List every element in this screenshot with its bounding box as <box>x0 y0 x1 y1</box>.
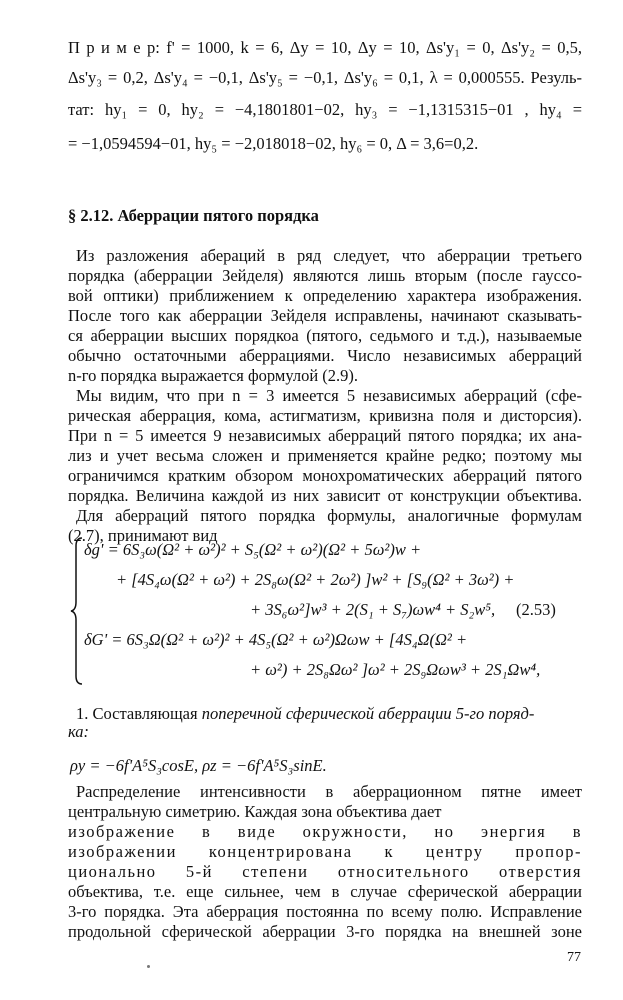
para4-line: 3-го порядка. Эта аберрация постоянна по всему полю. Исправление <box>68 902 582 921</box>
scan-speck <box>147 965 150 968</box>
section-heading: § 2.12. Аберрации пятого порядка <box>68 206 319 225</box>
para1-line: обычно остаточными аберрациями. Число независимых аберраций <box>68 346 582 365</box>
para1-line: порядка (аберрации Зейделя) являются лишь вторым (после гауссо- <box>68 266 582 285</box>
para4-line: продольной сферической аберрации 3-го порядка на внешней зоне <box>68 922 582 941</box>
para4-line: ционально 5-й степени относительного отверстия <box>68 862 582 881</box>
para2-line: рическая аберрация, кома, астигматизм, кривизна поля и дисторсия). <box>68 406 582 425</box>
equation-block <box>70 536 590 688</box>
item1-prefix: 1. Составляющая <box>76 704 202 723</box>
para2-line: При n = 5 имеется 9 независимых аберраций пятого порядка; их ана- <box>68 426 582 445</box>
page-number: 77 <box>567 950 581 965</box>
equation-line: + ω²) + 2S₈Ωω² ]ω² + 2S₉Ωωw³ + 2S₁Ωw⁴, <box>250 660 541 679</box>
equation-line: + 3S₆ω²]w³ + 2(S₁ + S₇)ωw⁴ + S₂w⁵, <box>250 600 496 619</box>
para4-line: изображение в виде окружности, но энергия в <box>68 822 582 841</box>
para1-line: вой оптики) приближением к определению характера изображения. <box>68 286 582 305</box>
item1-italic: поперечной сферической аберрации 5-го поряд- <box>201 704 535 723</box>
para1-line: ся аберрации высших порядкоа (пятого, седьмого и т.д.), называемые <box>68 326 582 345</box>
para4-line: Распределение интенсивности в аберрационном пятне имеет <box>76 782 582 801</box>
para4-line: объектива, т.е. еще сильнее, чем в случае сферической аберрации <box>68 882 582 901</box>
para2-line: порядка. Величина каждой из них зависит от конструкции объектива. <box>68 486 582 505</box>
para3-line: Для аберраций пятого порядка формулы, аналогичные формулам <box>76 506 582 525</box>
curly-brace-icon <box>70 536 84 686</box>
para4-line: изображении концентрирована к центру пропор- <box>68 842 582 861</box>
equation-number: (2.53) <box>516 600 556 619</box>
equation-line: + [4S₄ω(Ω² + ω²) + 2S₈ω(Ω² + 2ω²) ]w² + [S₉(Ω² + 3ω²) + <box>116 570 515 589</box>
rho-formula: ρy = −6f'A⁵S₃cosE, ρz = −6f'A⁵S₃sinE. <box>70 756 327 775</box>
para1-line: Из разложения абераций в ряд следует, что аберрации третьего <box>76 246 582 265</box>
example-line-1: П р и м е р: f' = 1000, k = 6, Δy = 10, Δy = 10, Δs'y₁ = 0, Δs'y₂ = 0,5, <box>68 38 582 57</box>
para1-line: n-го порядка выражается формулой (2.9). <box>68 366 359 385</box>
para1-line: После того как аберрации Зейделя исправлены, начинают сказывать- <box>68 306 582 325</box>
para3-line: (2.7), принимают вид <box>68 526 218 545</box>
para4-line: центральную симетрию. Каждая зона объектива дает <box>68 802 442 821</box>
para2-line: лиз и учет весьма сложен и применяется крайне редко; поэтому мы <box>68 446 582 465</box>
equation-line: δg' = 6S₃ω(Ω² + ω²)² + S₅(Ω² + ω²)(Ω² + 5ω²)w + <box>84 540 422 559</box>
example-line-3: тат: hy₁ = 0, hy₂ = −4,1801801−02, hy₃ = −1,1315315−01 , hy₄ = <box>68 100 582 119</box>
item1-italic-cont: ка: <box>68 722 90 741</box>
para2-line: ограничимся кратким обзором монохроматических аберраций пятого <box>68 466 582 485</box>
example-line-2: Δs'y₃ = 0,2, Δs'y₄ = −0,1, Δs'y₅ = −0,1, Δs'y₆ = 0,1, λ = 0,000555. Резуль- <box>68 68 582 87</box>
example-line-4: = −1,0594594−01, hy₅ = −2,018018−02, hy₆ = 0, Δ = 3,6=0,2. <box>68 134 479 153</box>
item1-line <box>76 704 590 724</box>
equation-line: δG' = 6S₃Ω(Ω² + ω²)² + 4S₅(Ω² + ω²)Ωωw + [4S₄Ω(Ω² + <box>84 630 468 649</box>
para2-line: Мы видим, что при n = 3 имеется 5 независимых аберраций (сфе- <box>76 386 582 405</box>
